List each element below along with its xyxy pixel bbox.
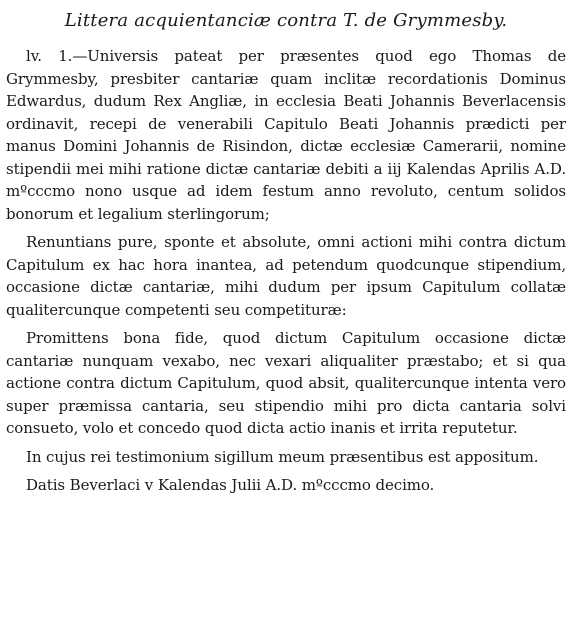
paragraph-grant: lv. 1.—Universis pateat per præsentes quod ego Thomas de Grymmesby, presbiter cantariæ quam inclitæ recordationis Dominus Edwardus, dudum Rex Angliæ, in ecclesia Beati Johannis Beverlacensis ordinavit, recepi de venerabili Capitulo Beati Johannis prædicti per manus Domini Johannis de Risindon, dictæ ecclesiæ Camerarii, nomine stipendii mei mihi ratione dictæ cantariæ debiti a iij Kalendas Aprilis A.D. mºcccmo nono usque ad idem festum anno revoluto, centum solidos bonorum et legalium sterlingorum; <box>6 47 566 223</box>
paragraph-promise: Promittens bona fide, quod dictum Capitulum occasione dictæ cantariæ nunquam vexabo, nec vexari aliqualiter præstabo; et si qua actione contra dictum Capitulum, quod absit, qualitercunque intenta vero super præmissa cantaria, seu stipendio mihi pro dicta cantaria solvi consueto, volo et concedo quod dicta actio inanis et irrita reputetur. <box>6 329 566 437</box>
document-title: Littera acquientanciæ contra T. de Grymmesby. <box>64 10 508 31</box>
paragraph-testimony: In cujus rei testimonium sigillum meum præsentibus est appositum. <box>26 447 539 466</box>
paragraph-renunciation: Renuntians pure, sponte et absolute, omni actioni mihi contra dictum Capitulum ex hac hora inantea, ad petendum quodcunque stipendium, occasione dictæ cantariæ, mihi dudum per ipsum Capitulum collatæ qualitercunque competenti seu competituræ: <box>6 233 566 319</box>
paragraph-dating: Datis Beverlaci v Kalendas Julii A.D. mºcccmo decimo. <box>26 476 435 494</box>
